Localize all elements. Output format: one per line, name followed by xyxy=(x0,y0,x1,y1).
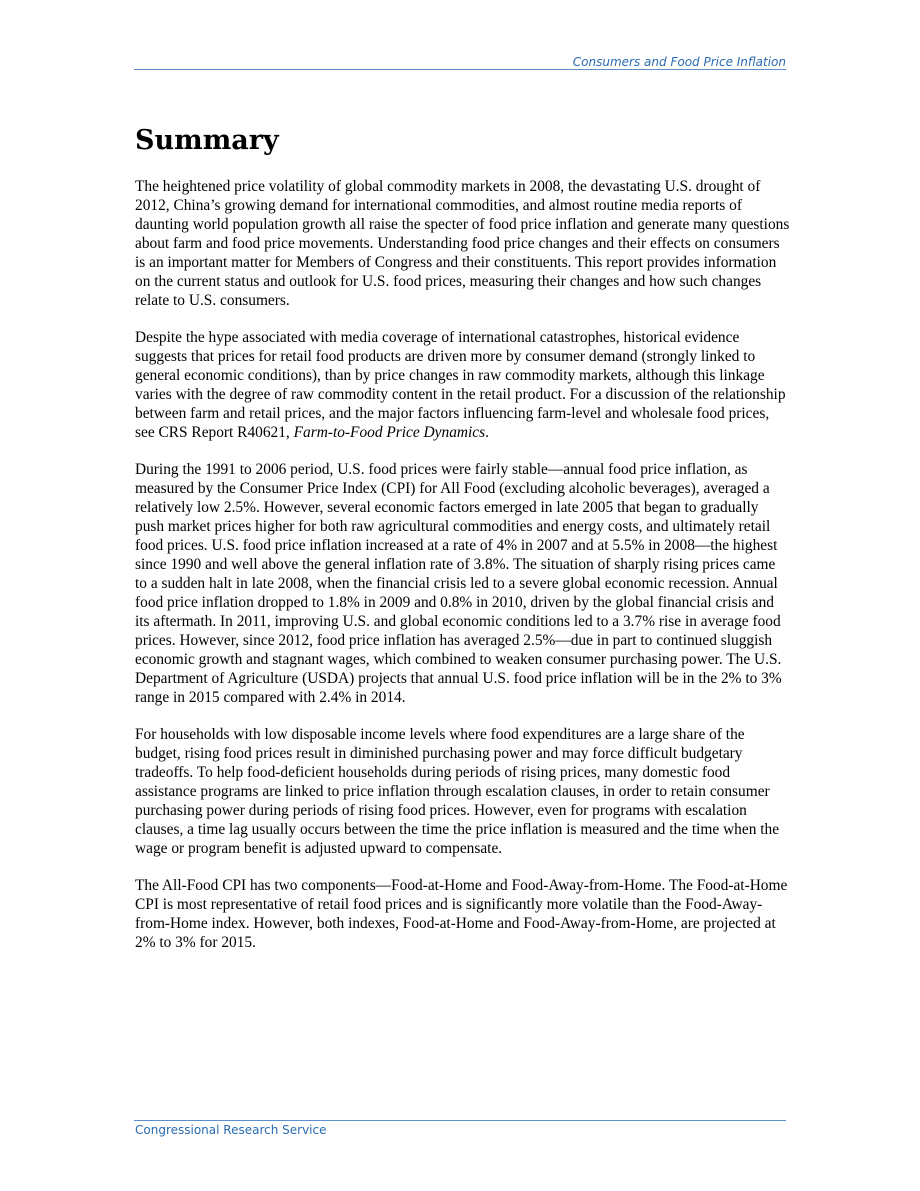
footer-rule xyxy=(134,1120,786,1121)
report-title-italic: Farm-to-Food Price Dynamics xyxy=(293,424,486,441)
paragraph-2 xyxy=(135,328,790,442)
summary-body xyxy=(135,177,790,970)
paragraph-4: For households with low disposable income levels where food expenditures are a large share of the budget, rising food prices result in diminished purchasing power and may force difficult budgetary tradeoffs. To help food-deficient households during periods of rising prices, many domestic food assistance programs are linked to price inflation through escalation clauses, in order to retain consumer purchasing power during periods of rising food prices. However, even for programs with escalation clauses, a time lag usually occurs between the time the price inflation is measured and the time when the wage or program benefit is adjusted upward to compensate. xyxy=(135,726,780,857)
paragraph-2-text: Despite the hype associated with media coverage of international catastrophes, historical evidence suggests that prices for retail food products are driven more by consumer demand (strongly linked to general economic conditions), than by price changes in raw commodity markets, although this linkage varies with the degree of raw commodity content in the retail product. For a discussion of the relationship between farm and retail prices, and the major factors influencing farm-level and wholesale food prices, see CRS Report R40621, xyxy=(135,329,786,441)
running-header: Consumers and Food Price Inflation xyxy=(572,55,786,69)
footer-org: Congressional Research Service xyxy=(135,1123,327,1137)
paragraph-2-end: . xyxy=(485,424,489,441)
page-title: Summary xyxy=(135,125,279,156)
header-rule xyxy=(134,69,786,70)
paragraph-3: During the 1991 to 2006 period, U.S. food prices were fairly stable—annual food price inflation, as measured by the Consumer Price Index (CPI) for All Food (excluding alcoholic beverages), averaged a relatively low 2.5%. However, several economic factors emerged in late 2005 that began to gradually push market prices higher for both raw agricultural commodities and energy costs, and ultimately retail food prices. U.S. food price inflation increased at a rate of 4% in 2007 and at 5.5% in 2008—the highest since 1990 and well above the general inflation rate of 3.8%. The situation of sharply rising prices came to a sudden halt in late 2008, when the financial crisis led to a severe global economic recession. Annual food price inflation dropped to 1.8% in 2009 and 0.8% in 2010, driven by the global financial crisis and its aftermath. In 2011, improving U.S. and global economic conditions led to a 3.7% rise in average food prices. However, since 2012, food price inflation has averaged 2.5%—due in part to continued sluggish economic growth and stagnant wages, which combined to weaken consumer purchasing power. The U.S. Department of Agriculture (USDA) projects that annual U.S. food price inflation will be in the 2% to 3% range in 2015 compared with 2.4% in 2014. xyxy=(135,461,782,706)
paragraph-5: The All-Food CPI has two components—Food-at-Home and Food-Away-from-Home. The Food-at-Home CPI is most representative of retail food prices and is significantly more volatile than the Food-Away-from-Home index. However, both indexes, Food-at-Home and Food-Away-from-Home, are projected at 2% to 3% for 2015. xyxy=(135,877,788,951)
paragraph-1: The heightened price volatility of global commodity markets in 2008, the devastating U.S. drought of 2012, China’s growing demand for international commodities, and almost routine media reports of daunting world population growth all raise the specter of food price inflation and generate many questions about farm and food price movements. Understanding food price changes and their effects on consumers is an important matter for Members of Congress and their constituents. This report provides information on the current status and outlook for U.S. food prices, measuring their changes and how such changes relate to U.S. consumers. xyxy=(135,178,790,309)
